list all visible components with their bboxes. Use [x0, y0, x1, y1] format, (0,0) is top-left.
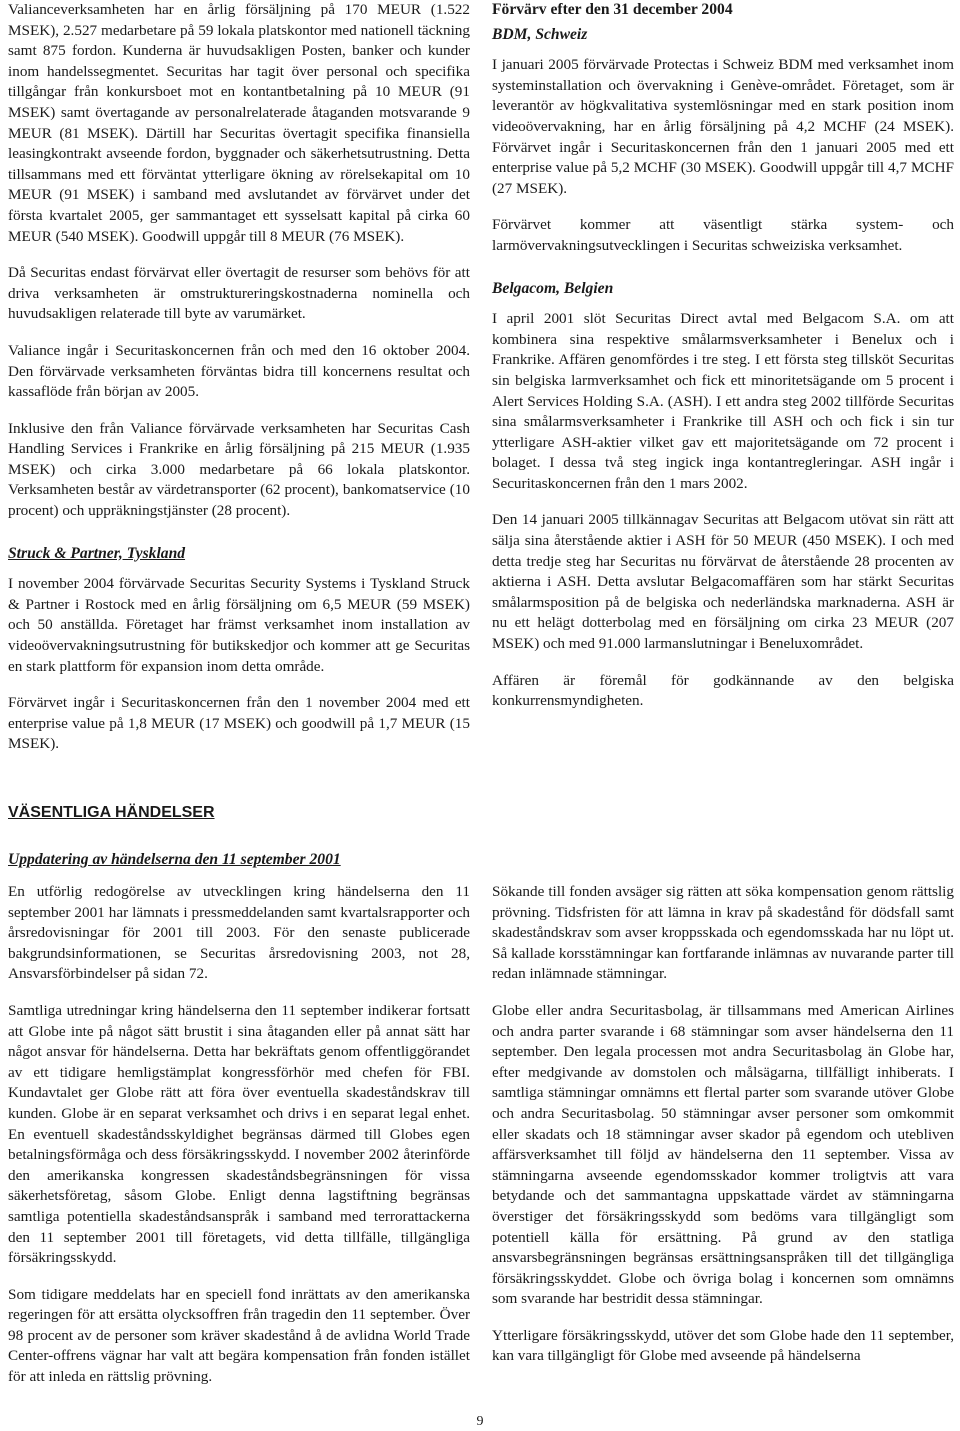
page-number: 9 — [476, 1414, 484, 1429]
left-column-bottom — [8, 882, 470, 1404]
sept11-investigations-paragraph: Samtliga utredningar kring händelserna den 11 september indikerar fortsatt att Globe inte på något sätt brustit i sina åtaganden eller på annat sätt har något ansvar för händelserna. Detta har bekräftats genom offentliggörandet av ett tidigare hemligstämplat kongressförhör med chefen för FBI. Kundavtalet ger Globe rätt att föra över eventuella skadeståndskrav till kunden. Globe är en separat verksamhet och drivs i en separat legal enhet. En eventuell skadeståndsskyldighet begränsas därmed till Globes egen betalningsförmåga och dess försäkringsskydd. I november 2002 återinförde den amerikanska kongressen skadeståndsbegränsningen för vissa säkerhetsföretag, såsom Globe. Enligt denna lagstiftning begränsas samtliga potentiella skadeståndsanspråk i samband med terrorattackerna den 11 september 2001 till företagets, vid detta tillfälle, tillgängliga försäkringsskydd. — [8, 1001, 470, 1267]
bdm-paragraph: I januari 2005 förvärvade Protectas i Schweiz BDM med verksamhet inom systeminstallation och övervakning i Genève-området. Företaget, som är leverantör av högkvalitativa systemlösningar med en stark position inom videoövervakning, har en årlig försäljning på 4,2 MCHF (24 MSEK). Förvärvet ingår i Securitaskoncernen från den 1 januari 2005 med ett enterprise value på 5,2 MCHF (30 MSEK). Goodwill uppgår till 4,7 MCHF (27 MSEK). — [492, 56, 954, 197]
cash-handling-paragraph: Inklusive den från Valiance förvärvade verksamheten har Securitas Cash Handling Services i Frankrike en årlig försäljning på 215 MEUR (1.935 MSEK) och cirka 3.000 medarbetare på 66 lokala platskontor. Verksamheten består av värdetransporter (62 procent), bankomatservice (10 procent) och uppräkningstjänster (28 procent). — [8, 419, 470, 520]
bdm-heading: BDM, Schweiz — [492, 25, 588, 43]
applicants-paragraph: Sökande till fonden avsäger sig rätten att söka kompensation genom rättslig prövning. Tidsfristen för att lämna in krav på skadestånd för dödsfall samt skadeståndskrav som avser kroppsskada och egendomsskada har nu löpt ut. Så kallade korsstämningar kan fortfarande inlämnas av nuvarande parter till redan inlämnade stämningar. — [492, 883, 954, 983]
belgacom-paragraph: I april 2001 slöt Securitas Direct avtal med Belgacom S.A. om att kombinera sina respektive smålarmsverksamheter i Benelux och i Frankrike. Affären genomfördes i tre steg. I ett första steg tillsköt Securitas sin belgiska larmverksamhet och fick ett minoritetsägande om 5 procent i Alert Services Holding S.A. (ASH). I ett andra steg 2002 tillförde Securitas sina smålarmsverksamheter i Frankrike till ASH och och fick i sin tur ytterligare ASH-aktier vilket gav ett majoritetsägande om 72 procent i bolaget. I dessa två steg ingick inga kontantregleringar. ASH ingår i Securitaskoncernen från den 1 mars 2002. — [492, 310, 954, 492]
restructuring-paragraph: Då Securitas endast förvärvat eller övertagit de resurser som behövs för att driva verksamheten är omstruktureringskostnaderna nominella och huvudsakligen relaterade till byte av varumärket. — [8, 264, 470, 323]
additional-insurance-paragraph: Ytterligare försäkringsskydd, utöver det som Globe hade den 11 september, kan vara tillgängligt för Globe med avseende på händelserna — [492, 1326, 954, 1365]
belgacom-heading: Belgacom, Belgien — [492, 279, 614, 297]
belgacom-approval-paragraph: Affären är föremål för godkännande av den belgiska konkurrensmyndigheten. — [492, 671, 954, 710]
sept11-intro-paragraph: En utförlig redogörelse av utvecklingen kring händelserna den 11 september 2001 har lämnats i pressmeddelanden samt kvartalsrapporter och årsredovisningar för 2001 till 2003. För den senaste publicerade bakgrundsinformationen, se Securitas årsredovisning 2003, not 28, Ansvarsförbindelser på sidan 72. — [8, 883, 470, 983]
acquisitions-heading: Förvärv efter den 31 december 2004 — [492, 1, 733, 18]
right-column-top — [492, 0, 954, 728]
struck-paragraph: I november 2004 förvärvade Securitas Security Systems i Tyskland Struck & Partner i Rostock med en årlig försäljning om 6,5 MEUR (59 MSEK) och 50 anställda. Företaget har främst verksamhet inom installation av videoövervakningsutrustning för butikskedjor och kommer att ge Securitas en stark plattform för expansion inom detta område. — [8, 575, 470, 675]
sept11-fund-paragraph: Som tidigare meddelats har en speciell fond inrättats av den amerikanska regeringen för att ersätta olycksoffren från tragedin den 11 september. Över 98 procent av de personer som kräver skadestånd å de avlidna World Trade Center-offrens vägnar har valt att begära kompensation från fonden istället för att inleda en rättslig prövning. — [8, 1285, 470, 1386]
left-column-top — [8, 0, 470, 771]
struck-heading: Struck & Partner, Tyskland — [8, 544, 186, 562]
section-heading: VÄSENTLIGA HÄNDELSER — [8, 804, 215, 821]
lawsuits-paragraph: Globe eller andra Securitasbolag, är tillsammans med American Airlines och andra parter svarande i 68 stämningar som avser händelserna den 11 september. Den legala processen mot andra Securitasbolag än Globe har, efter medgivande av domstolen och målsägarna, tillfälligt inhiberats. I samtliga stämningar omnämns ett flertal parter som svarande utöver Globe och andra Securitasbolag. 50 stämningar avser personer som omkommit eller skadats och 18 stämningar avser skador på egendom och utebliven affärsverksamhet till följd av händelserna den 11 september. Vissa av stämningarna avseende egendomsskador kommer troligtvis att vara betydande och det sammantagna uppskattade värdet av stämningarna överstiger det försäkringsskydd som bedöms vara tillgängligt som potentiell källa för ersättning. På grund av den statliga ansvarsbegränsningen begränsas ersättningsanspråken till det tillgängliga försäkringsskyddet. Globe och övriga bolag i koncernen som omnämns som svarande har bestridit dessa stämningar. — [492, 1001, 954, 1308]
belgacom-ash-paragraph: Den 14 januari 2005 tillkännagav Securitas att Belgacom utövat sin rätt att sälja sina återstående aktier i ASH för 50 MEUR (450 MSEK). I och med detta tredje steg har Securitas nu förvärvat de återstående 28 procenten av aktierna i ASH. Detta avslutar Belgacomaffären som har stärkt Securitas smålarmsposition på de belgiska och nederländska marknaderna. ASH är nu ett helägt dotterbolag med en försäljning om cirka 23 MEUR (207 MSEK) och med 91.000 larmanslutningar i Beneluxområdet. — [492, 511, 954, 653]
struck-consolidation-paragraph: Förvärvet ingår i Securitaskoncernen från den 1 november 2004 med ett enterprise value på 1,8 MEUR (17 MSEK) och goodwill på 1,7 MEUR (15 MSEK). — [8, 694, 470, 753]
valiance-consolidation-paragraph: Valiance ingår i Securitaskoncernen från och med den 16 oktober 2004. Den förvärvade verksamheten förväntas bidra till koncernens resultat och kassaflöde från början av 2005. — [8, 341, 470, 401]
right-column-bottom — [492, 882, 954, 1383]
sub-heading: Uppdatering av händelserna den 11 september 2001 — [8, 851, 341, 868]
bdm-strengthen-paragraph: Förvärvet kommer att väsentligt stärka system- och larmövervakningsutvecklingen i Securitas schweiziska verksamhet. — [492, 216, 954, 254]
valiance-paragraph: Valianceverksamheten har en årlig försäljning på 170 MEUR (1.522 MSEK), 2.527 medarbetare på 59 lokala platskontor med nationell täckning samt 875 fordon. Kunderna är huvudsakligen Posten, banker och kunder inom handelssegmentet. Securitas har tagit över personal och specifika tillgångar från konkursboet mot en kontantbetalning på 10 MEUR (91 MSEK) samt övertagande av personalrelaterade åtaganden motsvarande 9 MEUR (81 MSEK). Därtill har Securitas övertagit specifika finansiella leasingkontrakt avseende fordon, byggnader och säkerhetsutrustning. Detta tillsammans med ett förväntat ytterligare ökning av rörelsekapital om 10 MEUR (91 MSEK) i samband med avslutandet av förvärvet under det första kvartalet 2005, ger sammantaget ett sysselsatt kapital på cirka 60 MEUR (540 MSEK). Goodwill uppgår till 8 MEUR (76 MSEK). — [8, 1, 470, 245]
